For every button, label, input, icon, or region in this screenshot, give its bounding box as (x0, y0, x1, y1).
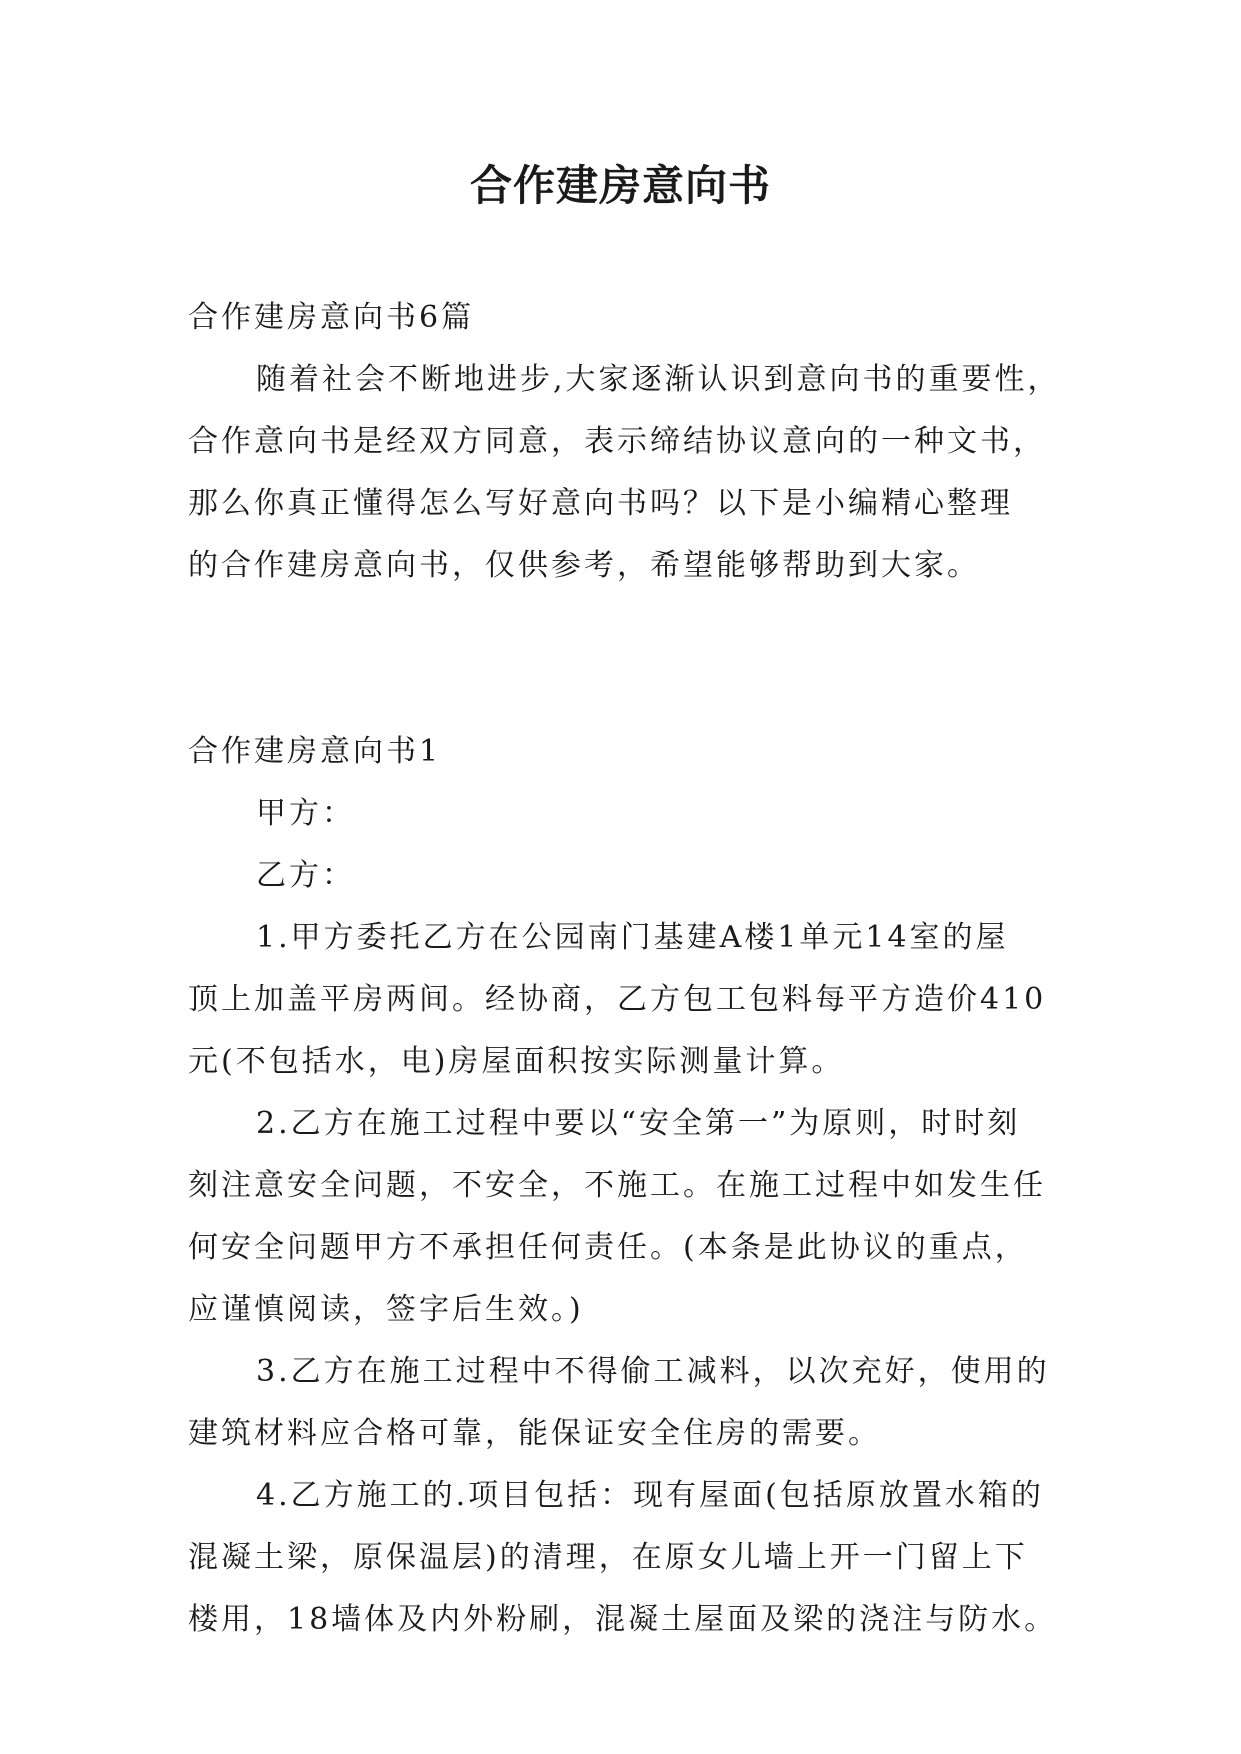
item1-line: 1.甲方委托乙方在公园南门基建A楼1单元14室的屋 (256, 920, 1009, 955)
party-b-label: 乙方： (256, 858, 355, 893)
intro-heading: 合作建房意向书6篇 (188, 300, 475, 335)
item4-line: 混凝土梁，原保温层)的清理，在原女儿墙上开一门留上下 (188, 1540, 1028, 1575)
intro-line: 的合作建房意向书，仅供参考，希望能够帮助到大家。 (188, 548, 980, 583)
item3-line: 建筑材料应合格可靠，能保证安全住房的需要。 (188, 1416, 881, 1451)
intro-line: 那么你真正懂得怎么写好意向书吗？以下是小编精心整理 (188, 486, 1013, 521)
item2-line: 何安全问题甲方不承担任何责任。(本条是此协议的重点， (188, 1230, 1028, 1265)
item2-line: 刻注意安全问题，不安全，不施工。在施工过程中如发生任 (188, 1168, 1046, 1203)
item4-line: 楼用，18墙体及内外粉刷，混凝土屋面及梁的浇注与防水。 (188, 1602, 1058, 1637)
item3-line: 3.乙方在施工过程中不得偷工减料，以次充好，使用的 (256, 1354, 1050, 1389)
item1-line: 顶上加盖平房两间。经协商，乙方包工包料每平方造价410 (188, 982, 1047, 1017)
section-spacer (188, 597, 1058, 721)
section1-heading: 合作建房意向书1 (188, 734, 442, 769)
party-a-label: 甲方： (256, 796, 355, 831)
item2-line: 应谨慎阅读，签字后生效。) (188, 1292, 584, 1327)
document-body (188, 287, 1061, 1651)
item4-line: 4.乙方施工的.项目包括：现有屋面(包括原放置水箱的 (256, 1478, 1044, 1513)
item2-line: 2.乙方在施工过程中要以“安全第一”为原则，时时刻 (256, 1106, 1021, 1141)
document-title: 合作建房意向书 (469, 161, 771, 210)
intro-line: 随着社会不断地进步,大家逐渐认识到意向书的重要性， (256, 362, 1061, 397)
item1-line: 元(不包括水，电)房屋面积按实际测量计算。 (188, 1044, 845, 1079)
intro-line: 合作意向书是经双方同意，表示缔结协议意向的一种文书， (188, 424, 1046, 459)
